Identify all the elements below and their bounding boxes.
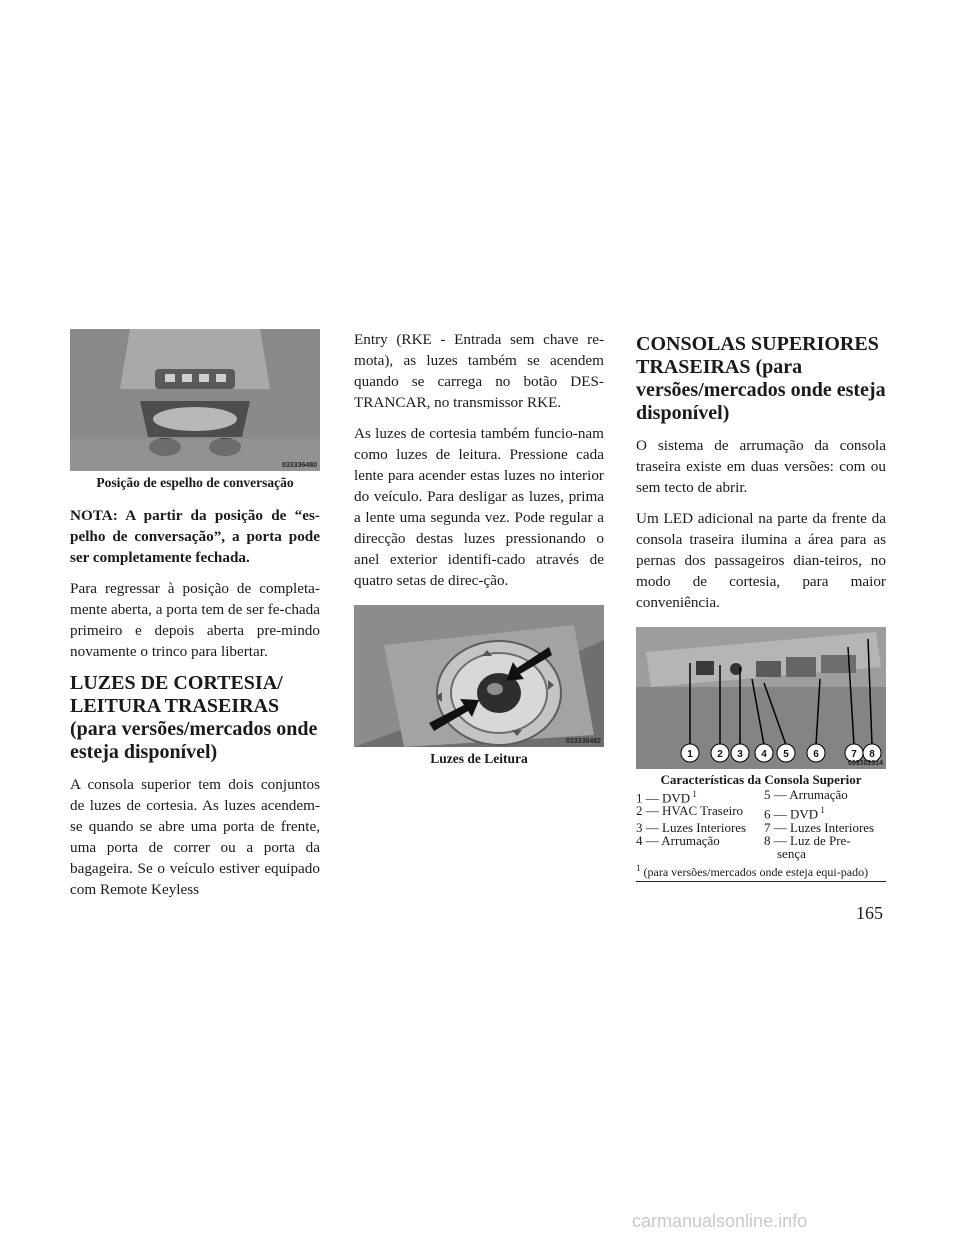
legend xyxy=(636,788,886,860)
legend-item: 2 — HVAC Traseiro xyxy=(636,803,744,819)
paragraph: Um LED adicional na parte da frente da consola traseira ilumina a área para as pernas dos passageiros dian-teiros, no modo de cortesia, para maior conveniência. xyxy=(636,510,886,611)
legend-item xyxy=(636,847,764,860)
paragraph: As luzes de cortesia também funcio-nam como luzes de leitura. Pressione cada lente para acender estas luzes no interior do veículo. Para desligar as luzes, prima a lente uma segunda vez. Pode regular a direcção destas luzes pressionando o anel exterior identifi-cado através de quatro setas de direc-ção. xyxy=(354,425,604,589)
mirror-position-figure xyxy=(70,329,320,471)
paragraph: A consola superior tem dois conjuntos de luzes de cortesia. As luzes acendem-se quando se abre uma porta de frente, uma porta de correr ou a porta da bagageira. Se o veículo estiver equipado com Remote Keyless xyxy=(70,776,320,898)
paragraph: Entry (RKE - Entrada sem chave re-mota), as luzes também se acendem quando se carrega no botão DES-TRANCAR, no transmissor RKE. xyxy=(354,331,604,411)
legend-title: Características da Consola Superior xyxy=(660,772,862,787)
column-middle xyxy=(354,329,604,781)
figure-caption: Luzes de Leitura xyxy=(430,751,528,766)
footnote-marker: 1 xyxy=(636,862,641,873)
legend-item: 1 — DVD $^1$ xyxy=(636,789,697,806)
callout-number: 3 xyxy=(737,749,743,760)
section-heading: LUZES DE CORTESIA/ LEITURA TRASEIRAS (para versões/mercados onde esteja disponível) xyxy=(70,672,318,763)
reading-lights-figure xyxy=(354,605,604,747)
overhead-console-figure xyxy=(636,627,886,769)
paragraph: Para regressar à posição de completa-mente aberta, a porta tem de ser fe-chada primeiro e depois aberta pre-mindo novamente o trinco para libertar. xyxy=(70,580,320,660)
callout-number: 2 xyxy=(717,749,723,760)
figure-code: 033336482 xyxy=(566,738,602,745)
watermark: carmanualsonline.info xyxy=(632,1211,808,1231)
paragraph: O sistema de arrumação da consola traseira existe em duas versões: com ou sem tecto de abrir. xyxy=(636,437,886,496)
figure-code: 033336480 xyxy=(282,462,318,469)
page-number: 165 xyxy=(856,903,883,923)
footnote xyxy=(636,862,886,882)
legend-item: 7 — Luzes Interiores xyxy=(764,819,875,835)
callout-number: 4 xyxy=(761,749,767,760)
note: NOTA: A partir da posição de “es-pelho de conversação”, a porta pode ser completamente fechada. xyxy=(70,507,320,566)
column-right xyxy=(636,329,886,882)
column-left xyxy=(70,329,320,910)
figure-code: 033302314 xyxy=(848,760,884,767)
legend-item: 8 — Luz de Pre- xyxy=(764,832,851,848)
legend-item: 6 — DVD $^1$ xyxy=(764,805,825,822)
legend-item: 4 — Arrumação xyxy=(636,832,720,848)
callout-number: 6 xyxy=(813,749,819,760)
callout-number: 5 xyxy=(783,749,789,760)
figure-caption: Posição de espelho de conversação xyxy=(96,475,294,490)
callout-number: 1 xyxy=(687,749,693,760)
footnote-text: (para versões/mercados onde esteja equi-pado) xyxy=(643,864,869,879)
section-heading: CONSOLAS SUPERIORES TRASEIRAS (para versões/mercados onde esteja disponível) xyxy=(636,333,886,424)
legend-item: 3 — Luzes Interiores xyxy=(636,819,747,835)
legend-item: sença xyxy=(764,845,806,861)
callout-number: 7 xyxy=(851,749,857,760)
legend-item: 5 — Arrumação xyxy=(764,787,848,802)
callout-number: 8 xyxy=(869,749,875,760)
